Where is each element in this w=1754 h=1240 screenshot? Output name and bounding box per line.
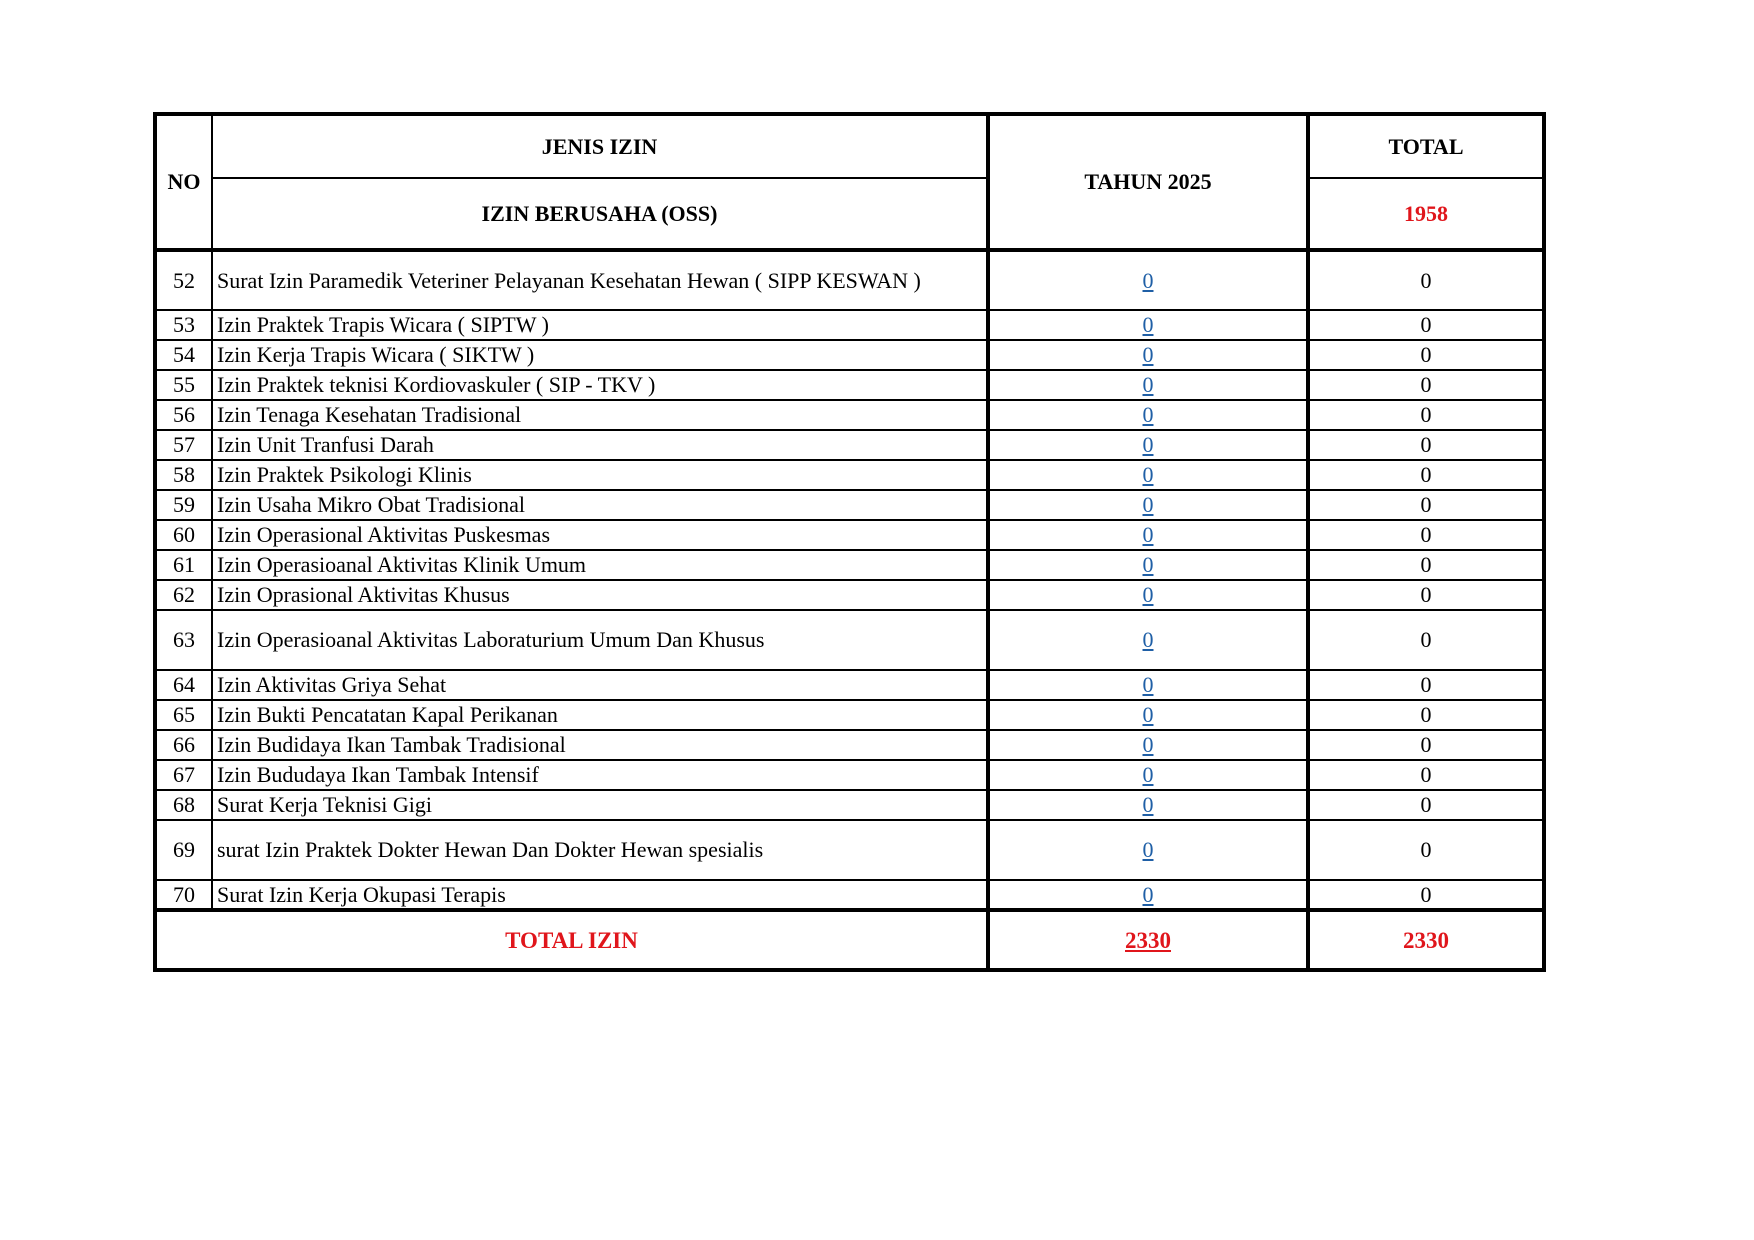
row-number: 63 <box>155 610 212 670</box>
permit-name: Surat Kerja Teknisi Gigi <box>212 790 988 820</box>
table-row <box>155 520 1544 550</box>
total-cell: 0 <box>1308 730 1544 760</box>
total-tahun-cell[interactable] <box>988 910 1308 970</box>
total-cell: 0 <box>1308 370 1544 400</box>
permit-name: Izin Operasional Aktivitas Puskesmas <box>212 520 988 550</box>
tahun-cell[interactable] <box>988 520 1308 550</box>
table-row <box>155 880 1544 910</box>
tahun-count-link[interactable]: 0 <box>1142 522 1154 547</box>
table-row <box>155 790 1544 820</box>
tahun-cell[interactable] <box>988 550 1308 580</box>
total-cell: 0 <box>1308 820 1544 880</box>
tahun-count-link[interactable]: 0 <box>1142 342 1154 367</box>
header-total: TOTAL <box>1308 114 1544 178</box>
table-row <box>155 580 1544 610</box>
total-cell: 0 <box>1308 670 1544 700</box>
total-cell: 0 <box>1308 250 1544 310</box>
table-row <box>155 760 1544 790</box>
tahun-count-link[interactable]: 0 <box>1142 402 1154 427</box>
table-row <box>155 490 1544 520</box>
tahun-count-link[interactable]: 0 <box>1142 432 1154 457</box>
tahun-count-link[interactable]: 0 <box>1142 372 1154 397</box>
table-row <box>155 250 1544 310</box>
tahun-cell[interactable] <box>988 880 1308 910</box>
row-number: 70 <box>155 880 212 910</box>
tahun-cell[interactable] <box>988 370 1308 400</box>
row-number: 55 <box>155 370 212 400</box>
table-footer <box>155 910 1544 970</box>
tahun-count-link[interactable]: 0 <box>1142 881 1154 907</box>
tahun-cell[interactable] <box>988 340 1308 370</box>
permit-name: Izin Kerja Trapis Wicara ( SIKTW ) <box>212 340 988 370</box>
permit-name: Izin Budidaya Ikan Tambak Tradisional <box>212 730 988 760</box>
tahun-cell[interactable] <box>988 400 1308 430</box>
total-cell: 0 <box>1308 520 1544 550</box>
tahun-cell[interactable] <box>988 610 1308 670</box>
header-jenis-izin: JENIS IZIN <box>212 114 988 178</box>
total-cell: 0 <box>1308 580 1544 610</box>
permit-table <box>153 112 1546 972</box>
total-izin-label: TOTAL IZIN <box>155 910 988 970</box>
total-cell: 0 <box>1308 790 1544 820</box>
tahun-count-link[interactable]: 0 <box>1142 792 1154 817</box>
total-cell: 0 <box>1308 610 1544 670</box>
total-cell: 0 <box>1308 340 1544 370</box>
table-row <box>155 310 1544 340</box>
permit-name: Surat Izin Kerja Okupasi Terapis <box>212 880 988 910</box>
tahun-cell[interactable] <box>988 460 1308 490</box>
permit-name: Surat Izin Paramedik Veteriner Pelayanan Kesehatan Hewan ( SIPP KESWAN ) <box>212 250 988 310</box>
total-tahun-link[interactable]: 2330 <box>1125 927 1171 953</box>
table-row <box>155 820 1544 880</box>
permit-name: Izin Bukti Pencatatan Kapal Perikanan <box>212 700 988 730</box>
table-body <box>155 250 1544 910</box>
row-number: 60 <box>155 520 212 550</box>
tahun-count-link[interactable]: 0 <box>1142 462 1154 487</box>
total-cell: 0 <box>1308 490 1544 520</box>
table-row <box>155 430 1544 460</box>
tahun-cell[interactable] <box>988 760 1308 790</box>
permit-name: Izin Aktivitas Griya Sehat <box>212 670 988 700</box>
table-row <box>155 700 1544 730</box>
permit-name: Izin Praktek Trapis Wicara ( SIPTW ) <box>212 310 988 340</box>
tahun-cell[interactable] <box>988 490 1308 520</box>
permit-name: Izin Tenaga Kesehatan Tradisional <box>212 400 988 430</box>
row-number: 54 <box>155 340 212 370</box>
tahun-count-link[interactable]: 0 <box>1142 627 1154 652</box>
row-number: 66 <box>155 730 212 760</box>
total-cell: 0 <box>1308 760 1544 790</box>
tahun-count-link[interactable]: 0 <box>1142 492 1154 517</box>
table-row <box>155 730 1544 760</box>
row-number: 67 <box>155 760 212 790</box>
total-cell: 0 <box>1308 460 1544 490</box>
row-number: 61 <box>155 550 212 580</box>
total-cell: 0 <box>1308 880 1544 910</box>
header-no: NO <box>155 114 212 250</box>
tahun-cell[interactable] <box>988 790 1308 820</box>
total-cell: 0 <box>1308 700 1544 730</box>
tahun-cell[interactable] <box>988 310 1308 340</box>
row-number: 69 <box>155 820 212 880</box>
tahun-count-link[interactable]: 0 <box>1142 702 1154 727</box>
row-number: 65 <box>155 700 212 730</box>
tahun-cell[interactable] <box>988 820 1308 880</box>
row-number: 52 <box>155 250 212 310</box>
permit-name: Izin Praktek Psikologi Klinis <box>212 460 988 490</box>
row-number: 68 <box>155 790 212 820</box>
table-row <box>155 460 1544 490</box>
row-number: 58 <box>155 460 212 490</box>
tahun-count-link[interactable]: 0 <box>1142 762 1154 787</box>
permit-name: Izin Unit Tranfusi Darah <box>212 430 988 460</box>
tahun-count-link[interactable]: 0 <box>1142 552 1154 577</box>
tahun-cell[interactable] <box>988 430 1308 460</box>
tahun-cell[interactable] <box>988 670 1308 700</box>
table-row <box>155 550 1544 580</box>
tahun-cell[interactable] <box>988 250 1308 310</box>
tahun-count-link[interactable]: 0 <box>1142 312 1154 337</box>
total-cell: 0 <box>1308 550 1544 580</box>
row-number: 53 <box>155 310 212 340</box>
permit-name: Izin Oprasional Aktivitas Khusus <box>212 580 988 610</box>
tahun-cell[interactable] <box>988 730 1308 760</box>
table-row <box>155 400 1544 430</box>
table-row <box>155 370 1544 400</box>
total-cell: 0 <box>1308 400 1544 430</box>
permit-name: Izin Operasioanal Aktivitas Laboraturium Umum Dan Khusus <box>212 610 988 670</box>
permit-name: Izin Operasioanal Aktivitas Klinik Umum <box>212 550 988 580</box>
permit-name: Izin Praktek teknisi Kordiovaskuler ( SIP - TKV ) <box>212 370 988 400</box>
tahun-cell[interactable] <box>988 580 1308 610</box>
table-row <box>155 610 1544 670</box>
permit-name: surat Izin Praktek Dokter Hewan Dan Dokter Hewan spesialis <box>212 820 988 880</box>
total-cell: 0 <box>1308 430 1544 460</box>
header-izin-berusaha: IZIN BERUSAHA (OSS) <box>212 178 988 250</box>
row-number: 57 <box>155 430 212 460</box>
table-row <box>155 340 1544 370</box>
tahun-count-link[interactable]: 0 <box>1142 267 1154 293</box>
header-tahun: TAHUN 2025 <box>988 114 1308 250</box>
tahun-count-link[interactable]: 0 <box>1142 837 1154 862</box>
permit-name: Izin Usaha Mikro Obat Tradisional <box>212 490 988 520</box>
permit-name: Izin Bududaya Ikan Tambak Intensif <box>212 760 988 790</box>
tahun-count-link[interactable]: 0 <box>1142 672 1154 697</box>
total-cell: 0 <box>1308 310 1544 340</box>
header-total-value: 1958 <box>1308 178 1544 250</box>
row-number: 64 <box>155 670 212 700</box>
row-number: 56 <box>155 400 212 430</box>
grand-total-cell: 2330 <box>1308 910 1544 970</box>
row-number: 62 <box>155 580 212 610</box>
tahun-count-link[interactable]: 0 <box>1142 582 1154 607</box>
row-number: 59 <box>155 490 212 520</box>
tahun-cell[interactable] <box>988 700 1308 730</box>
table-header <box>155 114 1544 250</box>
table-row <box>155 670 1544 700</box>
tahun-count-link[interactable]: 0 <box>1142 732 1154 757</box>
